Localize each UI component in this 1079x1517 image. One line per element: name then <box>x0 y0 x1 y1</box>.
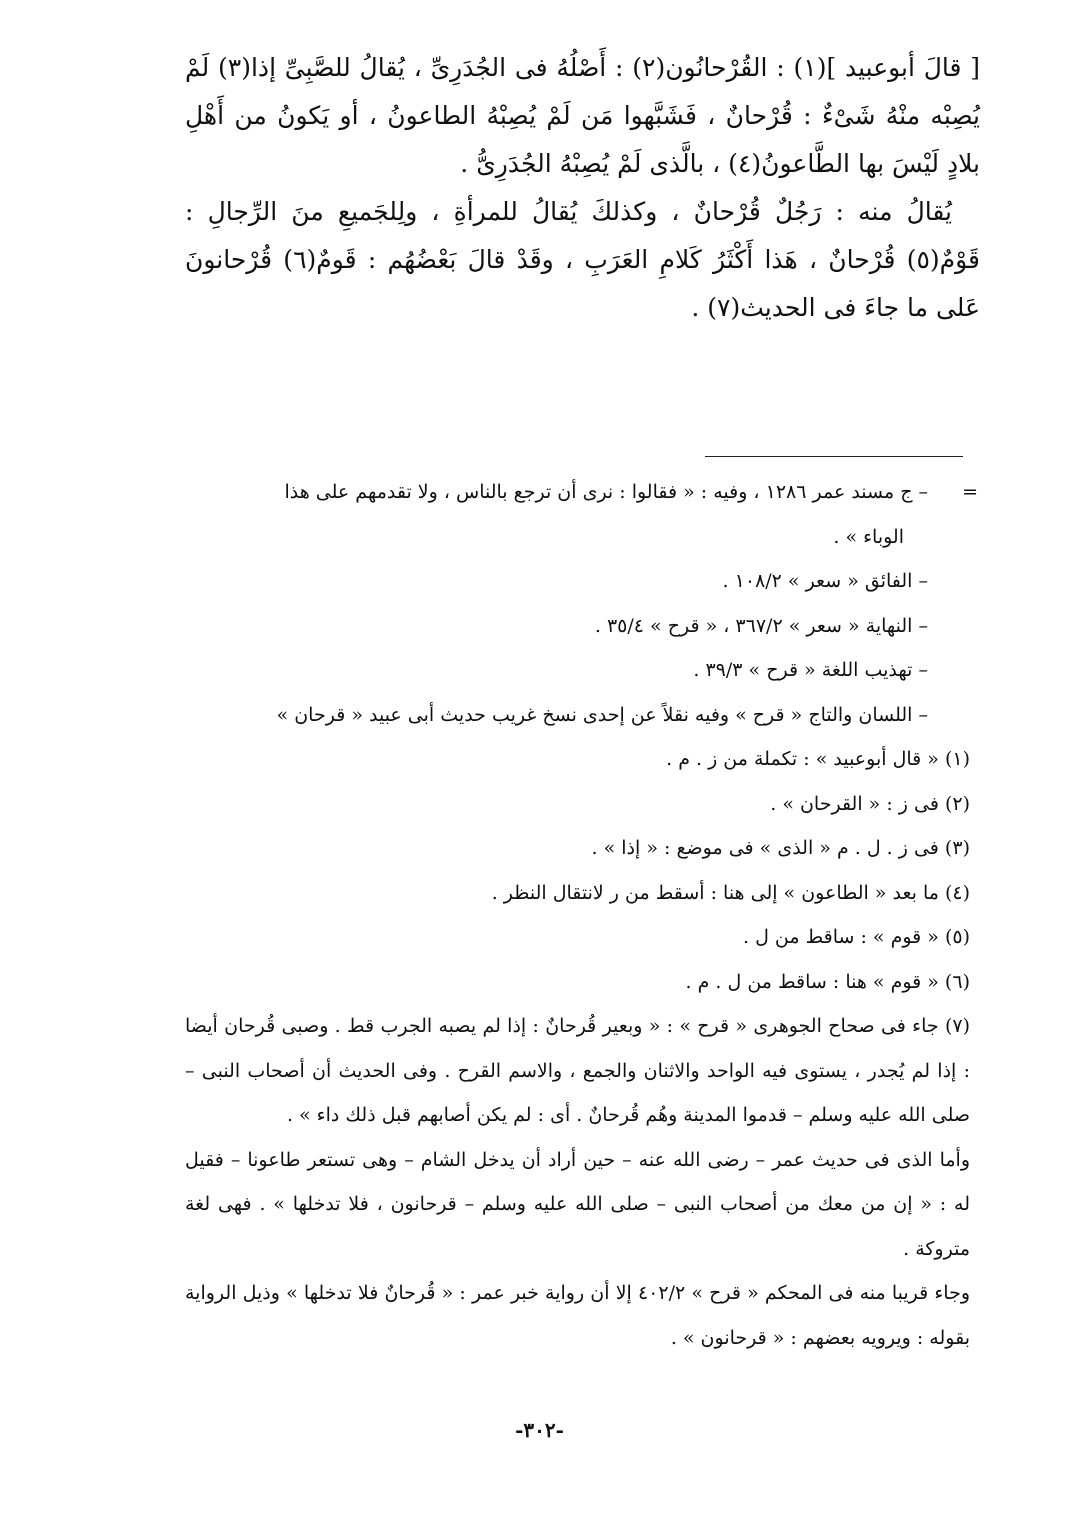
footnote-item: (١) « قال أبوعبيد » : تكملة من ز . م . <box>666 748 970 770</box>
footnote-item: (٥) « قوم » : ساقط من ل . <box>743 926 970 948</box>
footnote-item: (٣) فى ز . ل . م « الذى » فى موضع : « إذا » . <box>591 837 970 859</box>
footnotes <box>185 470 978 1360</box>
footnote-text: – ج مسند عمر ١٢٨٦ ، وفيه : « فقالوا : نرى أن ترجع بالناس ، ولا تقدمهم على هذا <box>284 481 928 503</box>
footnote-separator <box>705 456 963 457</box>
footnote-item-7-paragraph: وأما الذى فى حديث عمر – رضى الله عنه – حين أراد أن يدخل الشام – وهى تستعر طاعونا – فقيل له : « إن من معك من أصحاب النبى – صلى الله عليه وسلم – قرحانون ، فلا تدخلها » . فهى لغة متروكة . <box>185 1148 970 1260</box>
footnote-line: – اللسان والتاج « قرح » وفيه نقلاً عن إحدى نسخ غريب حديث أبى عبيد « قرحان » <box>276 703 928 726</box>
footnote-item: (٤) ما بعد « الطاعون » إلى هنا : أسقط من ر لانتقال النظر . <box>491 881 970 904</box>
footnote-item-7: (٧) جاء فى صحاح الجوهرى « قرح » : « وبعير قُرحانٌ : إذا لم يصبه الجرب قط . وصبى قُرحان أيضا : إذا لم يُجدر ، يستوى فيه الواحد والاثنان والجمع ، والاسم القرح . وفى الحديث أن أصحاب النبى – صلى الله عليه وسلم – قدموا المدينة وهُم قُرحانٌ . أى : لم يكن أصابهم قبل ذلك داء » . <box>185 1015 970 1126</box>
main-paragraph: [ قالَ أبوعبيد ](١) : القُرْحانُون(٢) : أَصْلُهُ فى الجُدَرِىِّ ، يُقالُ للصَّبِىِّ إذا(٣) لَمْ يُصِبْه منْهُ شَىْءٌ : قُرْحانٌ ، فَشَبَّهوا مَن لَمْ يُصِبْهُ الطاعونُ ، أو يَكونُ من أَهْلِ بلادٍ لَيْسَ بها الطَّاعونُ(٤) ، بالَّذى لَمْ يُصِبْهُ الجُدَرِىُّ . <box>185 53 980 178</box>
footnote-line <box>185 470 978 515</box>
main-text <box>185 44 980 332</box>
page-number: -٣٠٢- <box>515 1418 564 1442</box>
main-paragraph: يُقالُ منه : رَجُلٌ قُرْحانٌ ، وكذلكَ يُقالُ للمرأةِ ، ولِلجَميعِ منَ الرِّجالِ : قَوْمٌ(٥) قُرْحانٌ ، هَذا أَكْثَرُ كَلامِ العَرَبِ ، وقَدْ قالَ بَعْضُهُم : قَومٌ(٦) قُرْحانونَ عَلى ما جاءَ فى الحديث(٧) . <box>185 197 981 322</box>
footnote-line: – النهاية « سعر » ٣٦٧/٢ ، « قرح » ٣٥/٤ . <box>594 614 928 637</box>
footnote-line: – تهذيب اللغة « قرح » ٣٩/٣ . <box>693 659 928 681</box>
footnote-item: (٢) فى ز : « القرحان » . <box>770 792 970 815</box>
footnote-line: الوباء » . <box>833 525 904 548</box>
footnote-line: – الفائق « سعر » ١٠٨/٢ . <box>722 570 928 592</box>
continuation-marker: = <box>962 481 978 503</box>
footnote-item-7-paragraph: وجاء قريبا منه فى المحكم « قرح » ٤٠٢/٢ إلا أن رواية خبر عمر : « قُرحانٌ فلا تدخلها » وذيل الرواية بقوله : ويرويه بعضهم : « قرحانون » . <box>185 1282 970 1349</box>
footnote-item: (٦) « قوم » هنا : ساقط من ل . م . <box>685 970 970 993</box>
